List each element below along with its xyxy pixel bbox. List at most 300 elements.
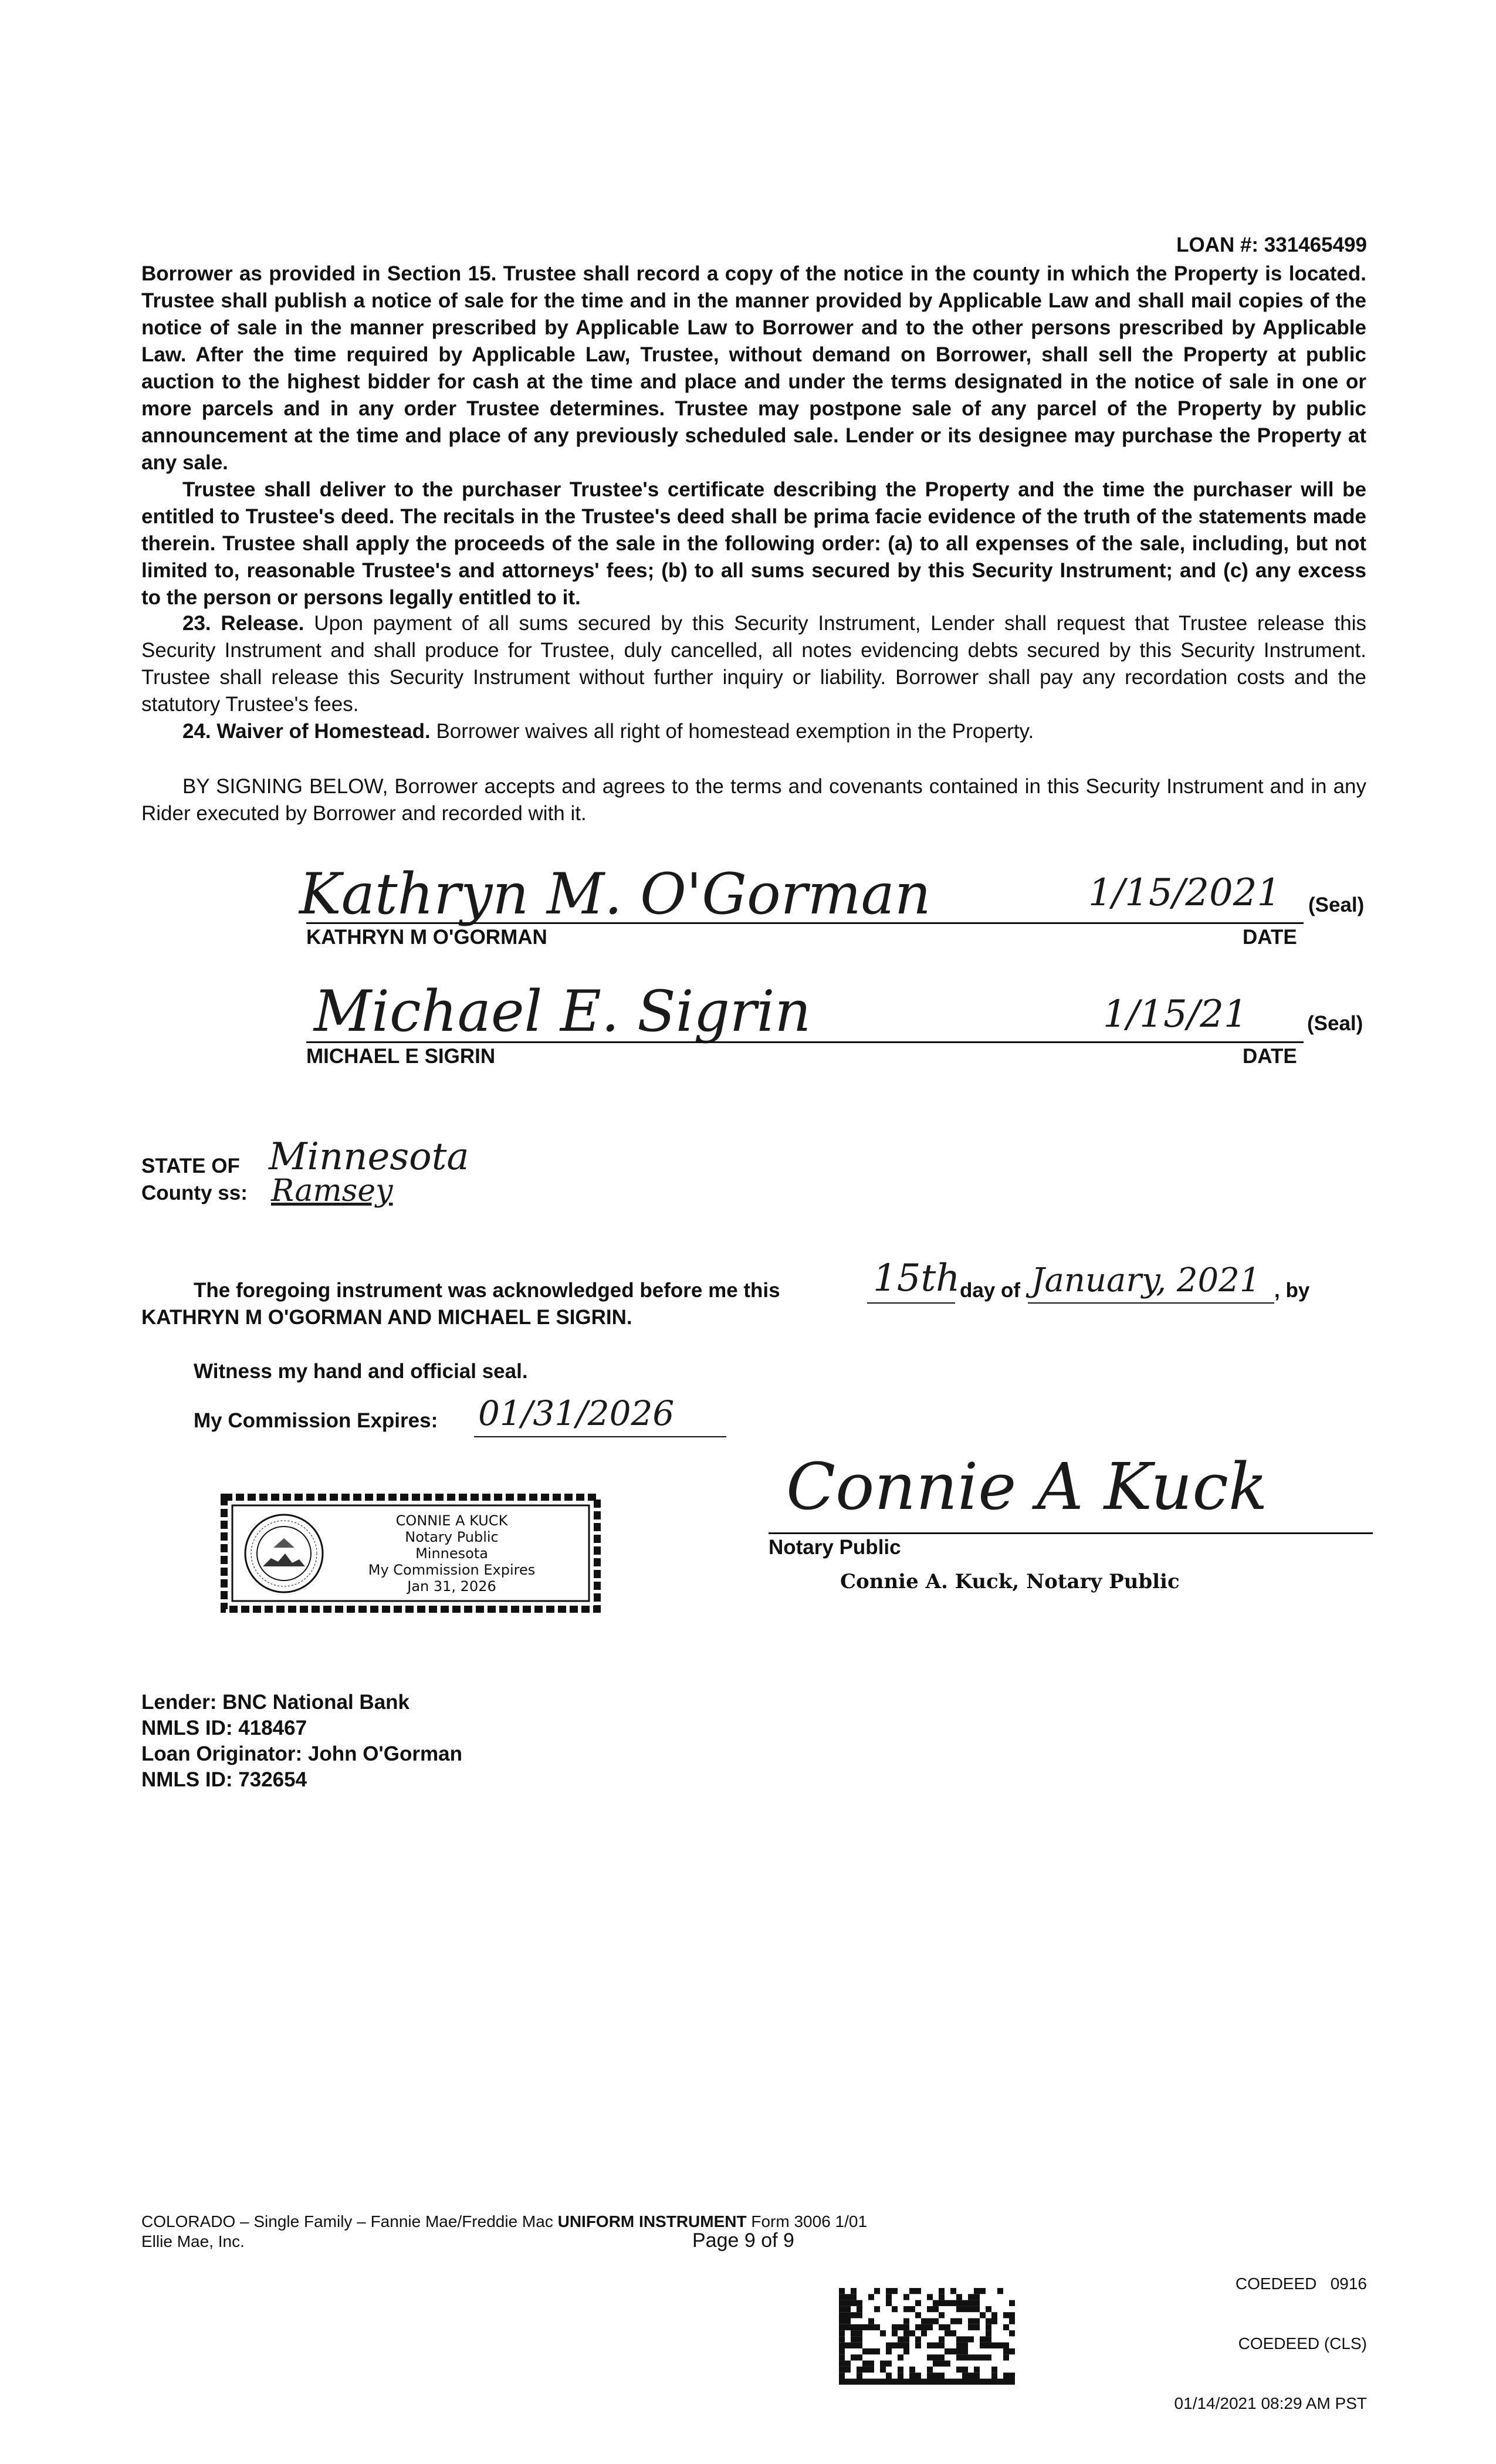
notary-signature: Connie A Kuck: [786, 1449, 1268, 1524]
footer-codes: [1175, 2234, 1367, 2433]
barcode-module: [950, 2319, 956, 2324]
barcode-module: [915, 2372, 921, 2378]
barcode-module: [980, 2343, 986, 2348]
barcode-module: [939, 2336, 945, 2342]
barcode-module: [986, 2319, 991, 2324]
barcode-module: [974, 2288, 980, 2294]
barcode-module: [903, 2330, 909, 2336]
barcode-module: [921, 2319, 927, 2324]
borrower-1-date-label: DATE: [1243, 926, 1297, 949]
barcode-module: [874, 2288, 880, 2294]
barcode-module: [1009, 2312, 1015, 2318]
barcode-module: [974, 2324, 980, 2330]
barcode-module: [933, 2379, 939, 2385]
section-24-heading: 24. Waiver of Homestead.: [182, 720, 431, 743]
barcode-module: [962, 2336, 968, 2342]
barcode-module: [857, 2354, 862, 2360]
barcode-module: [857, 2300, 862, 2306]
barcode-module: [939, 2324, 945, 2330]
state-label: STATE OF: [141, 1155, 240, 1177]
barcode-module: [880, 2361, 886, 2367]
barcode-module: [939, 2379, 945, 2385]
barcode-module: [868, 2379, 874, 2385]
barcode-module: [886, 2343, 892, 2348]
barcode-module: [921, 2379, 927, 2385]
barcode-module: [921, 2324, 927, 2330]
barcode-module: [991, 2372, 997, 2378]
barcode-module: [903, 2324, 909, 2330]
barcode-module: [839, 2306, 845, 2312]
barcode-module: [898, 2379, 903, 2385]
barcode-module: [927, 2379, 933, 2385]
barcode-module: [851, 2288, 857, 2294]
barcode-module: [962, 2348, 968, 2354]
barcode-module: [927, 2306, 933, 2312]
barcode-module: [933, 2372, 939, 2378]
barcode-module: [903, 2348, 909, 2354]
barcode-module: [886, 2379, 892, 2385]
stamp-name: CONNIE A KUCK: [395, 1512, 508, 1529]
barcode-module: [945, 2300, 950, 2306]
barcode-module: [898, 2372, 903, 2378]
footer-code-2: COEDEED (CLS): [1238, 2334, 1367, 2353]
barcode-module: [1003, 2348, 1009, 2354]
footer-code-1: COEDEED 0916: [1235, 2275, 1367, 2293]
barcode-module: [986, 2379, 991, 2385]
barcode-module: [892, 2330, 898, 2336]
page-number: Page 9 of 9: [692, 2229, 794, 2252]
barcode-module: [851, 2324, 857, 2330]
barcode-module: [857, 2312, 862, 2318]
barcode-module: [927, 2319, 933, 2324]
section-23-text: Upon payment of all sums secured by this Security Instrument, Lender shall request that Trustee release this Security Instrument and shall produce for Trustee, duly cancelled, all notes evidencing debts secured by this Security Instrument. Trustee shall release this Security Instrument without further inquiry or liability. Borrower shall pay any recordation costs and the statutory Trustee's fees.: [141, 612, 1367, 716]
barcode-module: [839, 2354, 845, 2360]
barcode-module: [927, 2372, 933, 2378]
barcode-module: [839, 2300, 845, 2306]
barcode-module: [986, 2336, 991, 2342]
borrower-2-signature: Michael E. Sigrin: [314, 979, 811, 1044]
barcode-module: [839, 2361, 845, 2367]
barcode-module: [851, 2312, 857, 2318]
ack-day: 15th: [873, 1257, 960, 1300]
barcode-module: [945, 2348, 950, 2354]
barcode-module: [915, 2288, 921, 2294]
barcode-module: [880, 2379, 886, 2385]
barcode-module: [997, 2379, 1003, 2385]
ack-day-line: [867, 1302, 955, 1304]
section-23-heading: 23. Release.: [182, 612, 304, 635]
borrower-1-date-handwritten: 1/15/2021: [1088, 871, 1281, 915]
commission-line: [474, 1436, 726, 1437]
barcode-module: [857, 2336, 862, 2342]
barcode-module: [974, 2367, 980, 2372]
barcode-module: [1003, 2343, 1009, 2348]
borrower-2-date-label: DATE: [1243, 1045, 1297, 1068]
ack-names: KATHRYN M O'GORMAN AND MICHAEL E SIGRIN.: [141, 1306, 632, 1329]
barcode-module: [968, 2336, 974, 2342]
barcode-module: [950, 2288, 956, 2294]
barcode-module: [933, 2319, 939, 2324]
barcode-module: [903, 2379, 909, 2385]
barcode-module: [909, 2288, 915, 2294]
barcode-module: [974, 2354, 980, 2360]
section-24: [141, 718, 1366, 745]
barcode-module: [950, 2330, 956, 2336]
barcode-module: [845, 2300, 851, 2306]
barcode-module: [898, 2343, 903, 2348]
loan-originator: Loan Originator: John O'Gorman: [141, 1742, 462, 1765]
barcode-module: [839, 2324, 845, 2330]
sale-paragraph: Borrower as provided in Section 15. Trustee shall record a copy of the notice in the county in which the Property is located. Trustee shall publish a notice of sale for the time and in the manner provided by Applicable Law and shall mail copies of the notice of sale in the manner prescribed by Applicable Law to Borrower and to the other persons prescribed by Applicable Law. After the time required by Applicable Law, Trustee, without demand on Borrower, shall sell the Property at public auction to the highest bidder for cash at the time and place and under the terms designated in the notice of sale in one or more parcels and in any order Trustee determines. Trustee may postpone sale of any parcel of the Property by public announcement at the time and place of any previously scheduled sale. Lender or its designee may purchase the Property at any sale.: [141, 262, 1366, 474]
barcode-module: [868, 2361, 874, 2367]
barcode-module: [851, 2336, 857, 2342]
ack-prefix: The foregoing instrument was acknowledged before me this: [194, 1279, 780, 1302]
barcode-module: [880, 2330, 886, 2336]
barcode-module: [968, 2379, 974, 2385]
barcode-module: [974, 2319, 980, 2324]
barcode-module: [956, 2306, 962, 2312]
barcode-module: [974, 2379, 980, 2385]
barcode-module: [921, 2330, 927, 2336]
barcode-module: [874, 2379, 880, 2385]
footer-company: Ellie Mae, Inc.: [141, 2232, 245, 2250]
barcode-module: [839, 2319, 845, 2324]
barcode-module: [868, 2348, 874, 2354]
stamp-state: Minnesota: [415, 1545, 488, 1562]
barcode-module: [980, 2288, 986, 2294]
originator-nmls: NMLS ID: 732654: [141, 1768, 307, 1791]
barcode-module: [857, 2343, 862, 2348]
barcode-module: [997, 2288, 1003, 2294]
barcode-module: [874, 2348, 880, 2354]
barcode-module: [886, 2361, 892, 2367]
barcode-module: [950, 2348, 956, 2354]
barcode-module: [1009, 2379, 1015, 2385]
barcode-graphic: [839, 2288, 1015, 2385]
barcode-module: [909, 2330, 915, 2336]
barcode-module: [903, 2336, 909, 2342]
barcode-module: [845, 2367, 851, 2372]
footer-form-suffix: Form 3006 1/01: [746, 2212, 868, 2231]
barcode-module: [839, 2367, 845, 2372]
barcode-module: [933, 2306, 939, 2312]
barcode-module: [839, 2294, 845, 2300]
barcode-module: [1009, 2348, 1015, 2354]
barcode-module: [845, 2343, 851, 2348]
state-seal: [243, 1512, 325, 1595]
trustee-deed-paragraph: Trustee shall deliver to the purchaser Trustee's certificate describing the Property and the time the purchaser will be entitled to Trustee's deed. The recitals in the Trustee's deed shall be prima facie evidence of the truth of the statements made therein. Trustee shall apply the proceeds of the sale in the following order: (a) to all expenses of the sale, including, but not limited to, reasonable Trustee's and attorneys' fees; (b) to all sums secured by this Security Instrument; and (c) any excess to the person or persons legally entitled to it.: [141, 478, 1366, 609]
barcode-module: [845, 2312, 851, 2318]
barcode-module: [868, 2324, 874, 2330]
barcode-module: [845, 2379, 851, 2385]
barcode-module: [839, 2372, 845, 2378]
borrower-1-signature: Kathryn M. O'Gorman: [299, 861, 931, 927]
barcode-module: [892, 2306, 898, 2312]
stamp-expires-label: My Commission Expires: [368, 1562, 536, 1578]
barcode-module: [886, 2294, 892, 2300]
barcode-module: [956, 2294, 962, 2300]
barcode-module: [1009, 2319, 1015, 2324]
barcode-module: [974, 2306, 980, 2312]
commission-value: 01/31/2026: [478, 1393, 675, 1433]
lender-name: Lender: BNC National Bank: [141, 1691, 409, 1714]
barcode-module: [915, 2336, 921, 2342]
footer-timestamp: 01/14/2021 08:29 AM PST: [1174, 2394, 1367, 2412]
barcode-module: [986, 2330, 991, 2336]
footer-form-title: UNIFORM INSTRUMENT: [557, 2212, 747, 2231]
barcode-module: [1009, 2330, 1015, 2336]
barcode-module: [1003, 2324, 1009, 2330]
barcode-module: [945, 2361, 950, 2367]
barcode-module: [886, 2288, 892, 2294]
barcode-module: [845, 2306, 851, 2312]
barcode-module: [956, 2348, 962, 2354]
barcode-module: [898, 2324, 903, 2330]
borrower-2-seal-label: (Seal): [1307, 1012, 1363, 1035]
barcode-module: [1003, 2379, 1009, 2385]
footer-form-line: [141, 2212, 867, 2232]
notary-stamp: [217, 1490, 604, 1616]
barcode-module: [986, 2343, 991, 2348]
barcode-module: [892, 2288, 898, 2294]
barcode-module: [986, 2306, 991, 2312]
barcode-module: [915, 2343, 921, 2348]
barcode-module: [968, 2300, 974, 2306]
barcode-module: [851, 2379, 857, 2385]
barcode-module: [851, 2294, 857, 2300]
barcode-module: [1009, 2300, 1015, 2306]
witness-statement: Witness my hand and official seal.: [194, 1360, 528, 1383]
borrower-1-name: KATHRYN M O'GORMAN: [306, 926, 547, 949]
barcode-module: [839, 2379, 845, 2385]
lender-nmls: NMLS ID: 418467: [141, 1717, 307, 1739]
borrower-1-seal-label: (Seal): [1308, 893, 1365, 916]
barcode-module: [939, 2361, 945, 2367]
borrower-2-date-handwritten: 1/15/21: [1103, 993, 1248, 1036]
barcode-module: [851, 2330, 857, 2336]
barcode-module: [909, 2379, 915, 2385]
notary-printed-name: Connie A. Kuck, Notary Public: [840, 1570, 1180, 1593]
barcode-module: [886, 2300, 892, 2306]
barcode-module: [874, 2324, 880, 2330]
barcode-module: [845, 2294, 851, 2300]
section-22-continued: [141, 260, 1366, 611]
barcode-module: [980, 2312, 986, 2318]
county-label: County ss:: [141, 1182, 248, 1204]
barcode-module: [839, 2336, 845, 2342]
barcode-module: [845, 2324, 851, 2330]
barcode-module: [939, 2312, 945, 2318]
barcode-module: [839, 2343, 845, 2348]
barcode-module: [915, 2300, 921, 2306]
barcode-module: [857, 2379, 862, 2385]
barcode-module: [927, 2324, 933, 2330]
barcode-module: [857, 2324, 862, 2330]
ack-by: , by: [1274, 1279, 1310, 1302]
lender-info: [141, 1690, 462, 1793]
barcode-module: [862, 2361, 868, 2367]
barcode-module: [927, 2294, 933, 2300]
barcode-module: [862, 2379, 868, 2385]
barcode-module: [933, 2354, 939, 2360]
barcode-module: [986, 2354, 991, 2360]
barcode-module: [845, 2361, 851, 2367]
barcode-module: [962, 2372, 968, 2378]
barcode-module: [857, 2372, 862, 2378]
barcode-module: [857, 2330, 862, 2336]
barcode-module: [903, 2306, 909, 2312]
barcode-module: [939, 2294, 945, 2300]
state-value: Minnesota: [269, 1135, 469, 1179]
barcode-module: [892, 2324, 898, 2330]
barcode-module: [857, 2306, 862, 2312]
barcode-module: [1009, 2372, 1015, 2378]
barcode-module: [851, 2354, 857, 2360]
barcode-module: [991, 2379, 997, 2385]
barcode-module: [915, 2312, 921, 2318]
barcode-module: [962, 2343, 968, 2348]
barcode-module: [868, 2319, 874, 2324]
barcode-module: [886, 2372, 892, 2378]
ack-day-of: day of: [960, 1279, 1021, 1302]
barcode-module: [898, 2367, 903, 2372]
barcode-module: [903, 2294, 909, 2300]
section-24-text: Borrower waives all right of homestead exemption in the Property.: [430, 720, 1034, 743]
barcode-module: [968, 2354, 974, 2360]
barcode-module: [991, 2312, 997, 2318]
barcode-module: [974, 2372, 980, 2378]
stamp-title: Notary Public: [405, 1529, 499, 1545]
barcode-module: [945, 2379, 950, 2385]
barcode-module: [968, 2294, 974, 2300]
barcode-module: [909, 2306, 915, 2312]
barcode-module: [915, 2324, 921, 2330]
barcode-module: [862, 2367, 868, 2372]
barcode-module: [845, 2319, 851, 2324]
barcode-module: [991, 2343, 997, 2348]
barcode-module: [968, 2324, 974, 2330]
barcode-module: [939, 2354, 945, 2360]
barcode-module: [980, 2336, 986, 2342]
barcode-module: [997, 2343, 1003, 2348]
barcode-module: [933, 2343, 939, 2348]
barcode-module: [991, 2367, 997, 2372]
barcode-module: [986, 2324, 991, 2330]
county-value: Ramsey: [271, 1173, 393, 1209]
barcode-module: [980, 2354, 986, 2360]
barcode-module: [950, 2300, 956, 2306]
barcode-module: [968, 2372, 974, 2378]
barcode-module: [898, 2354, 903, 2360]
barcode-module: [939, 2288, 945, 2294]
barcode-module: [962, 2306, 968, 2312]
borrower-1-signature-line: [306, 922, 1304, 924]
barcode-module: [939, 2343, 945, 2348]
barcode-module: [839, 2312, 845, 2318]
barcode-module: [862, 2324, 868, 2330]
barcode-module: [851, 2343, 857, 2348]
barcode-module: [898, 2336, 903, 2342]
barcode-module: [956, 2336, 962, 2342]
barcode-module: [968, 2306, 974, 2312]
barcode-module: [851, 2300, 857, 2306]
barcode-module: [939, 2300, 945, 2306]
ack-month-line: [1028, 1302, 1274, 1304]
barcode-module: [968, 2319, 974, 2324]
barcode-module: [915, 2379, 921, 2385]
barcode-module: [974, 2300, 980, 2306]
barcode-module: [945, 2324, 950, 2330]
barcode-module: [956, 2319, 962, 2324]
barcode-module: [927, 2343, 933, 2348]
borrower-2-signature-line: [306, 1041, 1304, 1043]
barcode-module: [962, 2379, 968, 2385]
barcode-module: [903, 2343, 909, 2348]
barcode-module: [880, 2367, 886, 2372]
barcode-module: [909, 2372, 915, 2378]
section-23: [141, 610, 1366, 718]
barcode-module: [945, 2330, 950, 2336]
barcode-module: [974, 2294, 980, 2300]
barcode-icon: [839, 2288, 1015, 2385]
barcode-module: [839, 2348, 845, 2354]
barcode-module: [950, 2379, 956, 2385]
barcode-module: [892, 2379, 898, 2385]
signing-statement: BY SIGNING BELOW, Borrower accepts and agrees to the terms and covenants contained in this Security Instrument and in any Rider executed by Borrower and recorded with it.: [141, 775, 1366, 825]
barcode-module: [962, 2300, 968, 2306]
barcode-module: [962, 2367, 968, 2372]
barcode-module: [886, 2348, 892, 2354]
ack-month-year: January, 2021: [1031, 1261, 1261, 1299]
borrower-2-name: MICHAEL E SIGRIN: [306, 1045, 496, 1068]
barcode-module: [956, 2343, 962, 2348]
loan-number: LOAN #: 331465499: [1176, 233, 1367, 256]
barcode-module: [956, 2367, 962, 2372]
barcode-module: [862, 2348, 868, 2354]
stamp-expires-date: Jan 31, 2026: [407, 1578, 496, 1595]
barcode-module: [857, 2367, 862, 2372]
barcode-module: [1003, 2354, 1009, 2360]
barcode-module: [933, 2300, 939, 2306]
barcode-module: [874, 2306, 880, 2312]
barcode-module: [839, 2288, 845, 2294]
barcode-module: [1003, 2372, 1009, 2378]
footer-form-prefix: COLORADO – Single Family – Fannie Mae/Freddie Mac: [141, 2212, 558, 2231]
commission-label: My Commission Expires:: [194, 1409, 438, 1432]
barcode-module: [956, 2300, 962, 2306]
barcode-module: [909, 2367, 915, 2372]
barcode-module: [962, 2354, 968, 2360]
barcode-module: [956, 2379, 962, 2385]
barcode-module: [927, 2367, 933, 2372]
barcode-module: [927, 2354, 933, 2360]
barcode-module: [1003, 2312, 1009, 2318]
barcode-module: [903, 2319, 909, 2324]
barcode-module: [868, 2367, 874, 2372]
notary-signature-line: [769, 1532, 1373, 1534]
state-seal-icon: [243, 1512, 325, 1595]
notary-public-label: Notary Public: [769, 1536, 901, 1559]
barcode-module: [839, 2330, 845, 2336]
barcode-module: [868, 2294, 874, 2300]
barcode-module: [933, 2361, 939, 2367]
barcode-module: [892, 2343, 898, 2348]
barcode-module: [980, 2379, 986, 2385]
barcode-module: [939, 2372, 945, 2378]
barcode-module: [991, 2319, 997, 2324]
stamp-text: [329, 1512, 575, 1595]
barcode-module: [956, 2354, 962, 2360]
